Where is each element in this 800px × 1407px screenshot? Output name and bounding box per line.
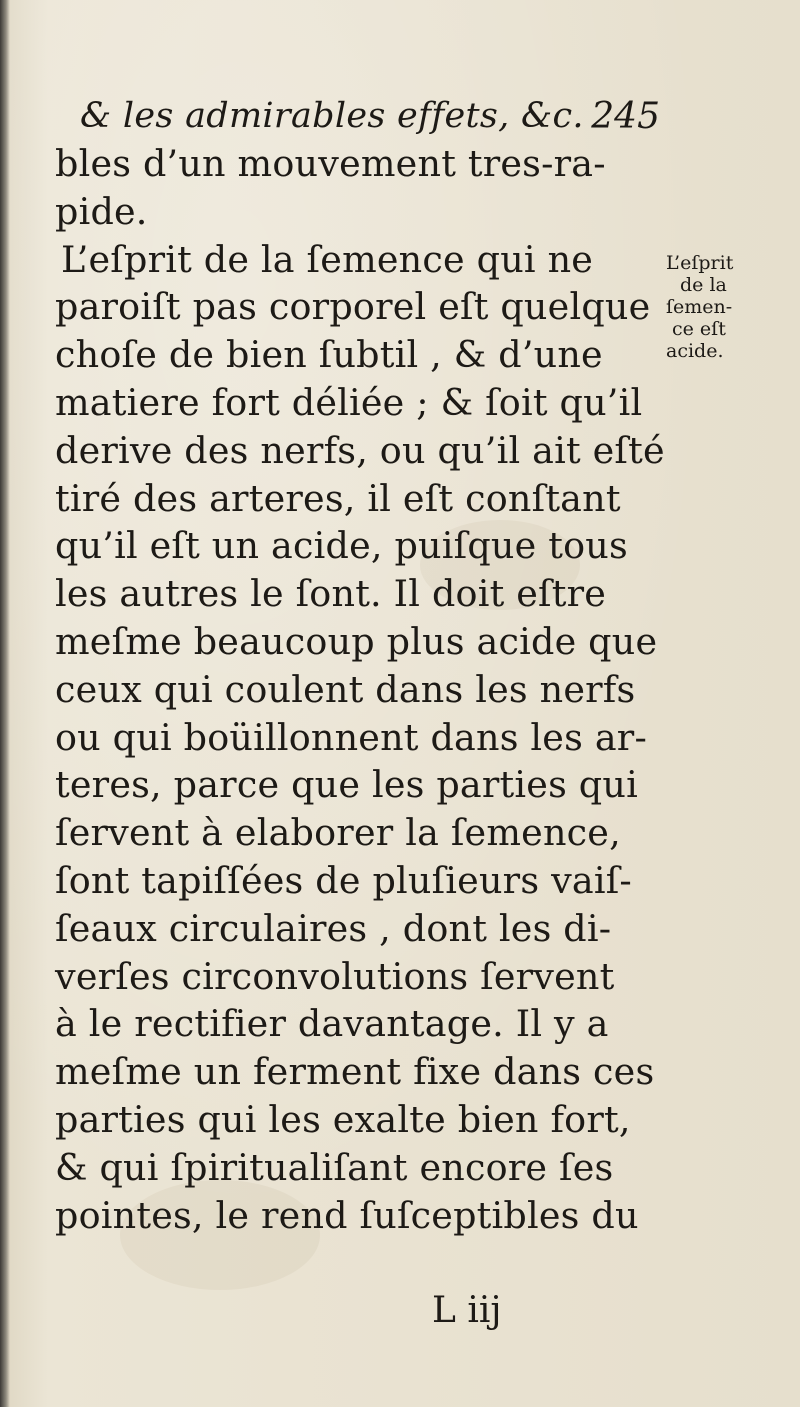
text-line: choſe de bien ſubtil , & d’une [55, 333, 603, 377]
text-line: qu’il eſt un acide, puiſque tous [55, 524, 628, 568]
text-line: pointes, le rend ſuſceptibles du [55, 1193, 639, 1237]
page-spine-edge [0, 0, 10, 1407]
margin-note [666, 252, 796, 362]
text-line: verſes circonvolutions ſervent [55, 954, 615, 998]
text-line: derive des nerfs, ou qu’il ait eſté [55, 428, 665, 472]
text-line: ou qui boüillonnent dans les ar- [55, 715, 647, 759]
text-line: L’eſprit de la ſemence qui ne [61, 237, 594, 281]
text-line: pide. [55, 189, 148, 233]
text-line: ſeaux circulaires , dont les di- [55, 906, 612, 950]
text-line: ſervent à elaborer la ſemence, [55, 811, 621, 855]
text-line: bles d’un mouvement tres-ra- [55, 142, 606, 185]
body-text [55, 140, 665, 1239]
text-line: ceux qui coulent dans les nerfs [55, 667, 636, 711]
text-line: parties qui les exalte bien fort, [55, 1097, 631, 1141]
text-line: ſont tapiſſées de pluſieurs vaiſ- [55, 858, 632, 902]
text-line: paroiſt pas corporel eſt quelque [55, 285, 651, 329]
margin-note-line: ſemen- [666, 296, 733, 318]
text-line: & qui ſpiritualiſant encore ſes [55, 1145, 614, 1189]
text-line: teres, parce que les parties qui [55, 763, 638, 807]
margin-note-line: acide. [666, 340, 724, 362]
running-title: & les admirables effets, &c. [80, 96, 584, 136]
margin-note-line: de la [680, 274, 727, 296]
text-line: les autres le ſont. Il doit eſtre [55, 572, 607, 616]
text-line: matiere fort déliée ; & ſoit qu’il [55, 380, 643, 424]
text-line: à le rectifier davantage. Il y a [55, 1002, 609, 1046]
page-number: 245 [591, 96, 660, 137]
text-line: tiré des arteres, il eſt conſtant [55, 476, 621, 520]
text-line: meſme beaucoup plus acide que [55, 619, 658, 663]
page-header [80, 96, 660, 146]
text-line: meſme un ferment fixe dans ces [55, 1050, 655, 1094]
signature-mark: L iij [432, 1290, 502, 1331]
margin-note-line: ce eſt [672, 318, 726, 340]
margin-note-line: L’eſprit [666, 252, 734, 274]
